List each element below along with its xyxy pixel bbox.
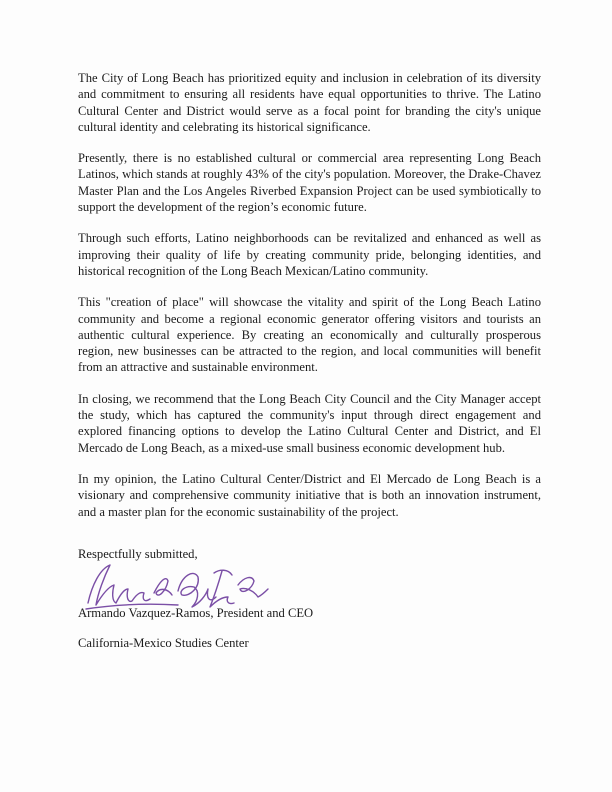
signer-name-title: Armando Vazquez-Ramos, President and CEO: [78, 606, 314, 620]
paragraph-closing: In closing, we recommend that the Long Beach City Council and the City Manager accept the study, which has captured the community's input through direct engagement and explored financing options to develop the Latino Cultural Center and District, and El Mercado de Long Beach, as a mixed-use small business economic development hub.: [78, 391, 541, 455]
paragraph-opinion: In my opinion, the Latino Cultural Center/District and El Mercado de Long Beach is a visionary and comprehensive community initiative that is both an innovation instrument, and a master plan for the economic sustainability of the project.: [78, 471, 541, 519]
closing-salutation: Respectfully submitted,: [78, 547, 198, 561]
paragraph-creation-of-place: This "creation of place" will showcase the vitality and spirit of the Long Beach Latino community and become a regional economic generator offering visitors and tourists an authentic cultural experience. By creating an economically and culturally prosperous region, new businesses can be attracted to the region, and local communities will benefit from an attractive and sustainable environment.: [78, 295, 541, 375]
paragraph-efforts: Through such efforts, Latino neighborhoods can be revitalized and enhanced as well as improving their quality of life by creating community pride, belonging identities, and historical recognition of the Long Beach Mexican/Latino community.: [78, 231, 541, 278]
organization-name: California-Mexico Studies Center: [78, 636, 249, 650]
letter-body: [78, 70, 541, 535]
paragraph-presently: Presently, there is no established cultural or commercial area representing Long Beach Latinos, which stands at roughly 43% of the city's population. Moreover, the Drake-Chavez Master Plan and the Los Angeles Riverbed Expansion Project can be used symbiotically to support the development of the region’s economic future.: [78, 151, 541, 215]
paragraph-equity: The City of Long Beach has prioritized equity and inclusion in celebration of its diversity and commitment to ensuring all residents have equal opportunities to thrive. The Latino Cultural Center and District would serve as a focal point for branding the city's unique cultural identity and celebrating its historical significance.: [78, 71, 541, 134]
